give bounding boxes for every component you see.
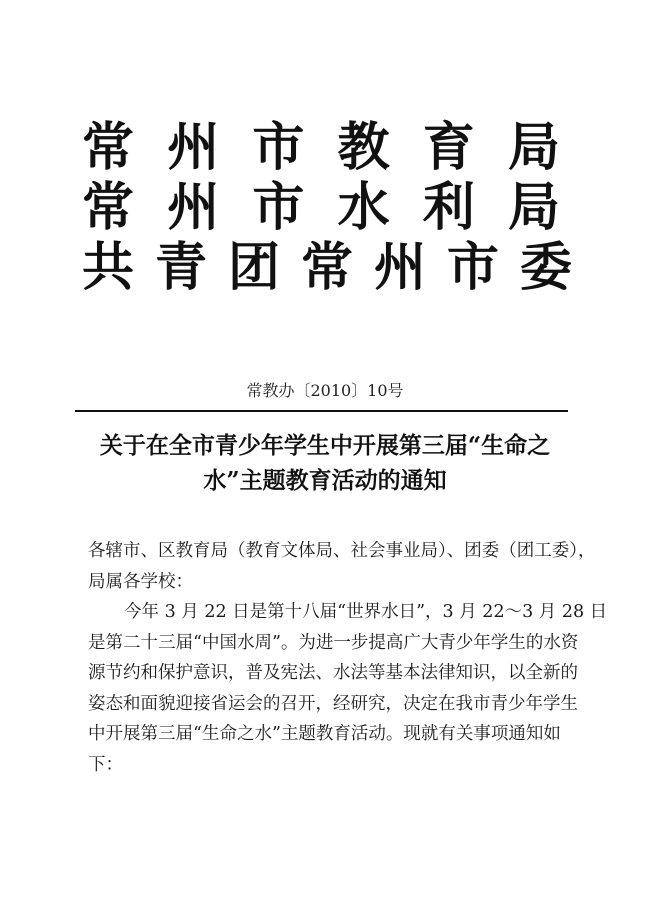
header-divider: [75, 410, 568, 412]
paragraph-line-6: 下：: [88, 754, 123, 775]
issuer-education-bureau: [82, 118, 560, 178]
issuer-char: 州: [167, 118, 220, 178]
issuer-char: 局: [507, 118, 560, 178]
paragraph-line-1: 今年 3 月 22 日是第十八届“世界水日”，3 月 22～3 月 28 日: [124, 602, 608, 622]
salutation-line-1: 各辖市、区教育局（教育文体局、社会事业局）、团委（团工委），: [88, 541, 596, 561]
notice-title-line-1: 关于在全市青少年学生中开展第三届“生命之: [99, 432, 551, 459]
salutation: [88, 536, 596, 597]
paragraph-line-5: 中开展第三届“生命之水”主题教育活动。现就有关事项通知如: [88, 724, 561, 744]
issuer-char: 委: [519, 238, 572, 298]
issuer-char: 州: [373, 238, 426, 298]
issuer-char: 团: [227, 238, 280, 298]
issuer-char: 常: [300, 238, 353, 298]
notice-title-line-2: 水”主题教育活动的通知: [203, 467, 447, 494]
issuer-char: 教: [337, 118, 390, 178]
issuer-header: [82, 118, 572, 298]
paragraph-line-2: 是第二十三届“中国水周”。为进一步提高广大青少年学生的水资: [88, 632, 579, 653]
issuer-char: 州: [167, 178, 220, 238]
issuer-char: 常: [82, 178, 135, 238]
issuer-char: 水: [337, 178, 390, 238]
issuer-youth-league: [82, 238, 572, 298]
paragraph-line-4: 姿态和面貌迎接省运会的召开，经研究，决定在我市青少年学生: [88, 693, 578, 714]
paragraph-line-3: 源节约和保护意识，普及宪法、水法等基本法律知识，以全新的: [88, 663, 578, 683]
document-number: 常教办〔2010〕10号: [246, 381, 404, 400]
issuer-char: 利: [422, 178, 475, 238]
issuer-char: 青: [154, 238, 207, 298]
issuer-char: 共: [82, 238, 135, 298]
intro-paragraph: [88, 597, 608, 780]
issuer-char: 常: [82, 118, 135, 178]
notice-body: [88, 536, 608, 780]
issuer-char: 育: [422, 118, 475, 178]
salutation-line-2: 局属各学校：: [88, 571, 193, 592]
issuer-char: 市: [252, 178, 305, 238]
issuer-char: 市: [252, 118, 305, 178]
issuer-water-bureau: [82, 178, 560, 238]
issuer-char: 市: [446, 238, 499, 298]
issuer-char: 局: [507, 178, 560, 238]
notice-title: [70, 428, 580, 498]
